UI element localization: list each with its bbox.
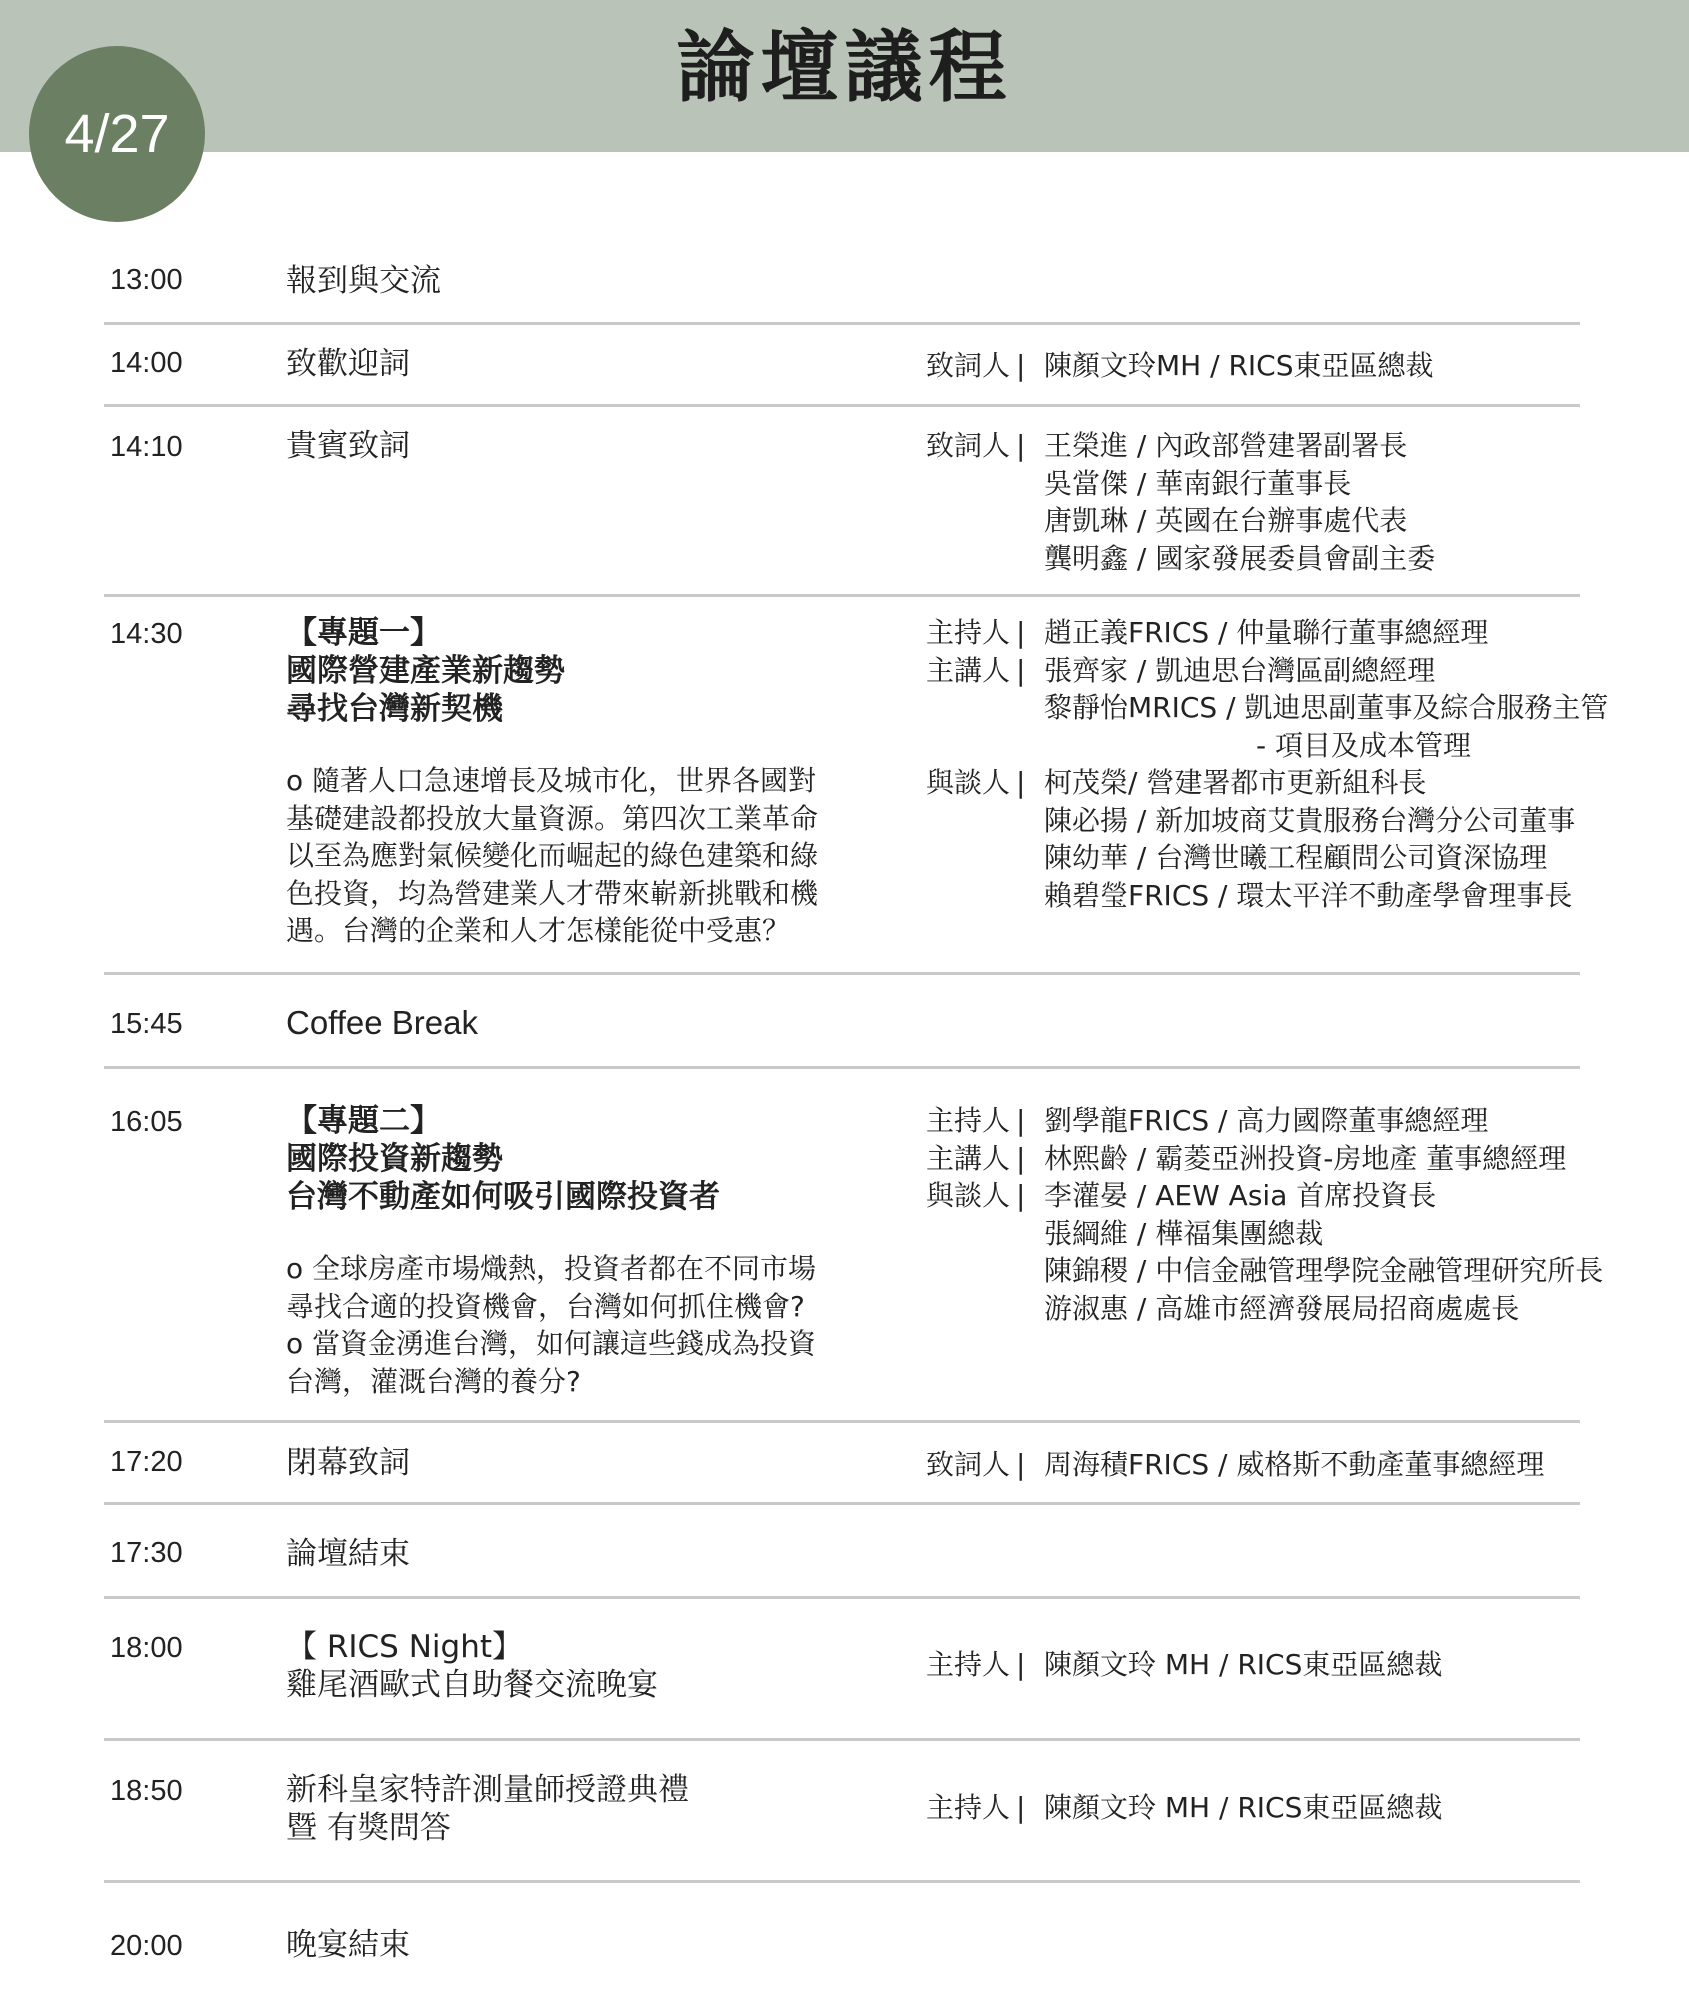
role-name: - 項目及成本管理 <box>1256 728 1472 762</box>
role-name: 張齊家 / 凱迪思台灣區副總經理 <box>1044 653 1436 687</box>
agenda-title-line: 新科皇家特許測量師授證典禮 <box>286 1772 689 1808</box>
agenda-time: 18:00 <box>110 1632 183 1664</box>
agenda-title <box>286 427 410 465</box>
agenda-title-line: 貴賓致詞 <box>286 428 410 464</box>
role-name: 吳當傑 / 華南銀行董事長 <box>1044 466 1352 500</box>
divider <box>104 1596 1580 1599</box>
agenda-title <box>286 262 441 300</box>
role-name: 趙正義FRICS / 仲量聯行董事總經理 <box>1044 616 1489 649</box>
description-line: 遇。台灣的企業和人才怎樣能從中受惠？ <box>286 914 791 947</box>
divider <box>104 1880 1580 1883</box>
role-separator: | <box>1016 1179 1026 1212</box>
role-name: 陳顏文玲 MH / RICS東亞區總裁 <box>1044 1791 1443 1824</box>
role-separator: | <box>1016 653 1026 687</box>
agenda-title-line: 國際投資新趨勢 <box>286 1141 503 1177</box>
agenda-title <box>286 1771 689 1847</box>
description-line: 以至為應對氣候變化而崛起的綠色建築和綠 <box>286 839 819 872</box>
agenda-title-line: 【專題二】 <box>286 1103 441 1139</box>
role-name: 游淑惠 / 高雄市經濟發展局招商處處長 <box>1044 1291 1520 1325</box>
role-label: 主持人 <box>926 1648 1011 1681</box>
agenda-title-line: 閉幕致詞 <box>286 1445 410 1481</box>
divider <box>104 322 1580 325</box>
role-name: 林熙齡 / 霸菱亞洲投資-房地產 董事總經理 <box>1044 1141 1567 1175</box>
agenda-title <box>286 1444 410 1482</box>
role-label: 致詞人 <box>926 1448 1011 1481</box>
agenda-title-line: 論壇結束 <box>286 1536 410 1572</box>
role-label: 主持人 <box>926 616 1011 649</box>
agenda-time: 16:05 <box>110 1106 183 1138</box>
role-separator: | <box>1016 766 1026 799</box>
description-line: 尋找合適的投資機會，台灣如何抓住機會? <box>286 1289 805 1323</box>
agenda-title-line: 【專題一】 <box>286 615 441 651</box>
agenda-title-line: 雞尾酒歐式自助餐交流晚宴 <box>286 1667 658 1703</box>
divider <box>104 972 1580 975</box>
role-name: 陳幼華 / 台灣世曦工程顧問公司資深協理 <box>1044 841 1548 874</box>
agenda-title-line: 致歡迎詞 <box>286 346 410 382</box>
agenda-title <box>286 1628 658 1704</box>
agenda-title <box>286 1926 410 1964</box>
role-label: 致詞人 <box>926 429 1011 462</box>
divider <box>104 1738 1580 1741</box>
role-name: 張綱維 / 樺福集團總裁 <box>1044 1216 1324 1250</box>
agenda-title <box>286 1102 720 1216</box>
agenda-time: 15:45 <box>110 1008 183 1040</box>
role-separator: | <box>1016 1648 1026 1681</box>
agenda-title <box>286 614 565 728</box>
divider <box>104 1420 1580 1423</box>
role-name: 唐凱琳 / 英國在台辦事處代表 <box>1044 504 1408 537</box>
role-name: 李灌晏 / AEW Asia 首席投資長 <box>1044 1179 1437 1212</box>
date-badge: 4/27 <box>29 46 205 222</box>
agenda-title-line: 【 RICS Night】 <box>286 1629 523 1665</box>
role-separator: | <box>1016 1141 1026 1175</box>
agenda-title-line: 國際營建產業新趨勢 <box>286 653 565 689</box>
role-label: 致詞人 <box>926 349 1011 382</box>
agenda-description <box>286 762 818 950</box>
role-name: 陳錦稷 / 中信金融管理學院金融管理研究所長 <box>1044 1254 1604 1287</box>
agenda-title <box>286 1535 410 1573</box>
role-label: 主講人 <box>926 1141 1011 1175</box>
role-name: 龔明鑫 / 國家發展委員會副主委 <box>1044 541 1436 575</box>
role-label: 主持人 <box>926 1104 1011 1137</box>
role-name: 賴碧瑩FRICS / 環太平洋不動產學會理事長 <box>1044 878 1573 912</box>
role-separator: | <box>1016 1104 1026 1137</box>
agenda-title-line: 台灣不動產如何吸引國際投資者 <box>286 1179 720 1215</box>
agenda-title <box>286 1004 478 1042</box>
agenda-time: 13:00 <box>110 264 183 296</box>
role-name: 周海積FRICS / 威格斯不動產董事總經理 <box>1044 1448 1545 1481</box>
role-separator: | <box>1016 429 1026 462</box>
role-separator: | <box>1016 1791 1026 1824</box>
agenda-title-line: 晚宴結束 <box>286 1927 410 1963</box>
description-line: o 全球房產市場熾熱，投資者都在不同市場 <box>286 1252 817 1285</box>
agenda-time: 14:00 <box>110 347 183 379</box>
agenda-time: 14:30 <box>110 618 183 650</box>
agenda-time: 17:30 <box>110 1537 183 1569</box>
role-label: 與談人 <box>926 766 1011 799</box>
agenda-title-line: 暨 有獎問答 <box>286 1810 451 1846</box>
page-title: 論壇議程 <box>676 23 1013 113</box>
description-line: o 當資金湧進台灣，如何讓這些錢成為投資 <box>286 1327 817 1360</box>
agenda-time: 17:20 <box>110 1446 183 1478</box>
agenda-time: 18:50 <box>110 1775 183 1807</box>
agenda-title-line: 報到與交流 <box>286 263 441 299</box>
description-line: 台灣，灌溉台灣的養分? <box>286 1364 581 1398</box>
role-separator: | <box>1016 616 1026 649</box>
role-name: 柯茂榮/ 營建署都市更新組科長 <box>1044 766 1427 799</box>
role-name: 劉學龍FRICS / 高力國際董事總經理 <box>1044 1104 1489 1137</box>
agenda-time: 14:10 <box>110 431 183 463</box>
divider <box>104 1502 1580 1505</box>
role-label: 與談人 <box>926 1179 1011 1212</box>
agenda-title-line: Coffee Break <box>286 1004 479 1041</box>
description-line: o 隨著人口急速增長及城市化，世界各國對 <box>286 764 817 797</box>
role-label: 主講人 <box>926 653 1011 687</box>
agenda-title <box>286 345 410 383</box>
role-name: 陳必揚 / 新加坡商艾貴服務台灣分公司董事 <box>1044 803 1576 837</box>
description-line: 色投資，均為營建業人才帶來嶄新挑戰和機 <box>286 876 819 910</box>
divider <box>104 404 1580 407</box>
agenda-title-line: 尋找台灣新契機 <box>286 691 503 727</box>
role-separator: | <box>1016 349 1026 382</box>
divider <box>104 1066 1580 1069</box>
agenda-time: 20:00 <box>110 1930 183 1962</box>
role-name: 王榮進 / 內政部營建署副署長 <box>1044 429 1408 462</box>
agenda-description <box>286 1250 816 1400</box>
description-line: 基礎建設都投放大量資源。第四次工業革命 <box>286 801 819 835</box>
role-separator: | <box>1016 1448 1026 1481</box>
role-name: 陳顏文玲 MH / RICS東亞區總裁 <box>1044 1648 1443 1681</box>
role-label: 主持人 <box>926 1791 1011 1824</box>
divider <box>104 594 1580 597</box>
role-name: 陳顏文玲MH / RICS東亞區總裁 <box>1044 349 1434 382</box>
role-name: 黎靜怡MRICS / 凱迪思副董事及綜合服務主管 <box>1044 691 1609 724</box>
